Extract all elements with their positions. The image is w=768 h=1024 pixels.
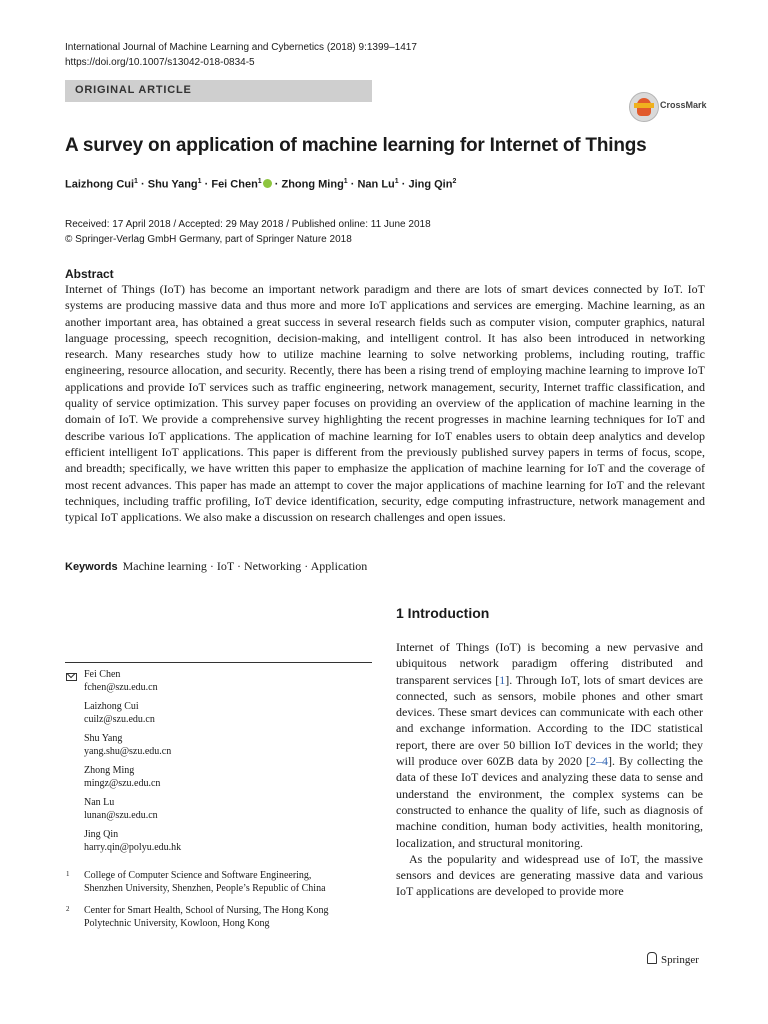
- contact-name: Jing Qin: [84, 829, 119, 840]
- orcid-icon[interactable]: [263, 179, 272, 188]
- author-affil-sup: 1: [343, 178, 348, 185]
- intro-paragraph: As the popularity and widespread use of IoT, the massive sensors and devices are generating massive data and various IoT applications are developed to provide more: [396, 851, 703, 899]
- contact-email[interactable]: yang.shu@szu.edu.cn: [84, 745, 172, 757]
- author-name: Zhong Ming: [281, 178, 344, 191]
- correspondence-entry: [84, 733, 171, 758]
- correspondence-entry: [84, 765, 160, 790]
- contact-email[interactable]: fchen@szu.edu.cn: [84, 681, 158, 693]
- journal-citation: International Journal of Machine Learning and Cybernetics (2018) 9:1399–1417: [65, 42, 417, 53]
- intro-text: ]. Through IoT, lots of smart devices are connected, such as sensors, mobile phones and other smart devices. These smart devices can communicate with each other and exchange information. According to the IDC statistical report, there are over 50 billion IoT devices in the world; they will produce over 60ZB data by 2020 [: [396, 672, 704, 769]
- affiliation-number: 2: [66, 905, 70, 913]
- intro-paragraph: [396, 639, 703, 851]
- author-affil-sup: 1: [257, 178, 262, 185]
- article-type-banner: [65, 80, 372, 102]
- contact-name: Fei Chen: [84, 669, 121, 680]
- keywords-list: Machine learning · IoT · Networking · Application: [122, 559, 368, 573]
- footnote-divider: [65, 662, 372, 663]
- correspondence-entry: [84, 701, 155, 726]
- contact-email[interactable]: lunan@szu.edu.cn: [84, 809, 158, 821]
- crossmark-badge[interactable]: [629, 92, 705, 122]
- publication-dates: [65, 217, 431, 247]
- intro-text: Internet of Things (IoT) is becoming a new pervasive and ubiquitous network paradigm offering distributed and transparent services [: [396, 640, 703, 687]
- paper-title: A survey on application of machine learning for Internet of Things: [65, 135, 647, 156]
- keywords-line: [65, 559, 367, 574]
- correspondence-entry: [84, 669, 158, 694]
- crossmark-icon: [629, 92, 659, 122]
- author-affil-sup: 1: [134, 178, 138, 185]
- author-name: Shu Yang: [147, 178, 198, 191]
- copyright-line: © Springer-Verlag GmbH Germany, part of Springer Nature 2018: [65, 234, 352, 245]
- citation-link[interactable]: 2–4: [590, 754, 608, 769]
- abstract-heading: Abstract: [65, 267, 114, 281]
- affiliation-line: College of Computer Science and Software Engineering,: [84, 870, 312, 881]
- keywords-label: Keywords: [65, 561, 118, 573]
- affiliation-line: Polytechnic University, Kowloon, Hong Kong: [84, 917, 270, 929]
- crossmark-label: CrossMark: [660, 100, 707, 110]
- author-affil-sup: 1: [394, 178, 399, 185]
- doi-link[interactable]: https://doi.org/10.1007/s13042-018-0834-5: [65, 57, 255, 68]
- publisher-logo: [647, 952, 699, 966]
- abstract-text: Internet of Things (IoT) has become an important network paradigm and there are lots of smart devices connected by IoT. IoT systems are producing massive data and thus more and more IoT applications and services are emerging. Machine learning, as an another important area, has obtained a great success in several research fields such as computer vision, computer graphics, natural language processing, speech recognition, decision-making, and intelligent control. It has also been introduced in networking research. Many researches study how to utilize machine learning to solve networking problems, including routing, traffic engineering, resource allocation, and security. Recently, there has been a rising trend of employing machine learning to improve IoT applications and provide IoT services such as traffic engineering, network management, security, Internet traffic classification, and quality of service optimization. This survey paper focuses on providing an overview of the application of machine learning in the domain of IoT. We provide a comprehensive survey highlighting the recent progresses in machine learning techniques for IoT and describe various IoT applications. The application of machine learning for IoT enables users to obtain deep analytics and develop efficient intelligent IoT applications. This paper is different from the previously published survey papers in terms of focus, scope, and breadth; specifically, we have written this paper to emphasize the application of machine learning for IoT and the coverage of most recent advances. This paper has made an attempt to cover the major applications of machine learning for IoT and the relevant techniques, including traffic profiling, IoT device identification, security, edge computing infrastructure, network management and typical IoT applications. We also make a discussion on research challenges and open issues.: [65, 282, 705, 525]
- author-name: Fei Chen: [211, 178, 258, 191]
- contact-name: Nan Lu: [84, 797, 115, 808]
- intro-text: ]. By collecting the data of these IoT devices and analyzing these data to sense and understand the environment, the complex systems can be constructed to enhance the quality of life, such as diagnosis of machine condition, human body activities, health monitoring, localization, and structural monitoring.: [396, 754, 703, 850]
- contact-email[interactable]: mingz@szu.edu.cn: [84, 777, 161, 789]
- author-affil-sup: 2: [452, 178, 457, 185]
- correspondence-entry: [84, 829, 181, 854]
- author-name: Laizhong Cui: [65, 178, 135, 191]
- section-heading-introduction: 1 Introduction: [396, 605, 490, 621]
- affiliation-number: 1: [66, 870, 70, 878]
- author-name: Nan Lu: [357, 178, 395, 191]
- correspondence-entry: [84, 797, 158, 822]
- citation-link[interactable]: 1: [499, 672, 506, 687]
- introduction-body: [396, 639, 703, 900]
- affiliation-line: Center for Smart Health, School of Nursing, The Hong Kong: [84, 905, 329, 916]
- article-type-label: ORIGINAL ARTICLE: [75, 84, 192, 96]
- contact-name: Shu Yang: [84, 733, 123, 744]
- contact-email[interactable]: harry.qin@polyu.edu.hk: [84, 841, 182, 853]
- contact-email[interactable]: cuilz@szu.edu.cn: [84, 713, 155, 725]
- envelope-icon: [66, 673, 77, 681]
- springer-horse-icon: [647, 952, 657, 964]
- affiliation-line: Shenzhen University, Shenzhen, People’s Republic of China: [84, 882, 326, 894]
- author-affil-sup: 1: [197, 178, 202, 185]
- contact-name: Laizhong Cui: [84, 701, 139, 712]
- publisher-name: Springer: [661, 954, 699, 966]
- journal-header: [65, 40, 417, 70]
- author-name: Jing Qin: [408, 178, 453, 191]
- date-history: Received: 17 April 2018 / Accepted: 29 May 2018 / Published online: 11 June 2018: [65, 219, 431, 230]
- author-list: Laizhong Cui$^1$ · Shu Yang$^1$ · Fei Chen$^1$ · Zhong Ming$^1$ · Nan $Lu^1$ · Jing Qin$^2$: [65, 178, 457, 191]
- contact-name: Zhong Ming: [84, 765, 135, 776]
